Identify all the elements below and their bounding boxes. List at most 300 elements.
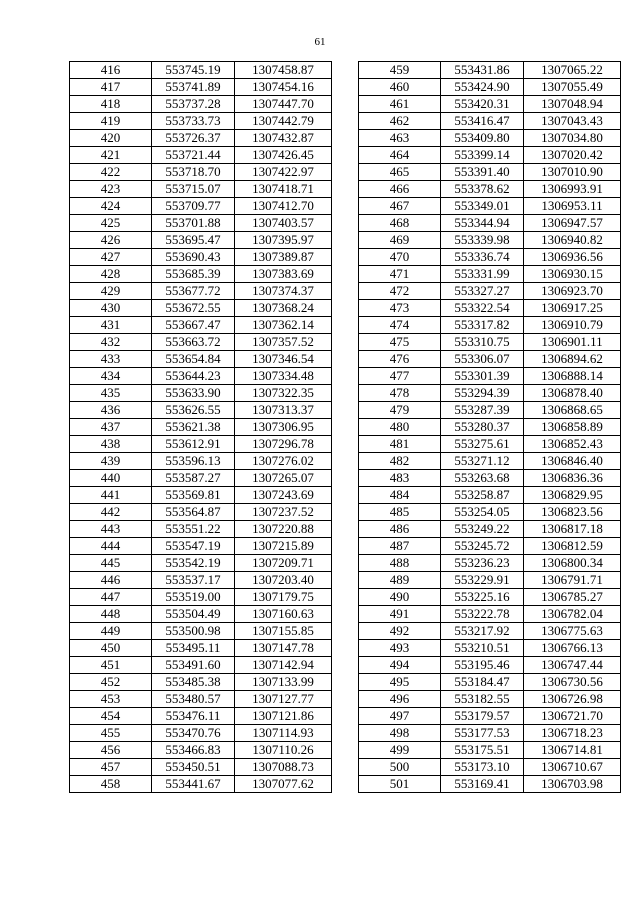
point-number-cell: 466 [359,181,441,198]
x-coordinate-cell: 553476.11 [152,708,235,725]
table-row [359,300,621,317]
point-number-cell: 491 [359,606,441,623]
point-number-cell: 435 [70,385,152,402]
table-row [359,113,621,130]
table-row [359,215,621,232]
x-coordinate-cell: 553399.14 [441,147,524,164]
table-row [70,776,332,793]
point-number-cell: 499 [359,742,441,759]
point-number-cell: 447 [70,589,152,606]
y-coordinate-cell: 1307374.37 [235,283,332,300]
y-coordinate-cell: 1307133.99 [235,674,332,691]
y-coordinate-cell: 1307020.42 [524,147,621,164]
x-coordinate-cell: 553391.40 [441,164,524,181]
x-coordinate-cell: 553249.22 [441,521,524,538]
table-row [359,164,621,181]
point-number-cell: 463 [359,130,441,147]
table-row [359,470,621,487]
table-row [359,674,621,691]
point-number-cell: 481 [359,436,441,453]
table-row [359,283,621,300]
point-number-cell: 472 [359,283,441,300]
x-coordinate-cell: 553331.99 [441,266,524,283]
x-coordinate-cell: 553287.39 [441,402,524,419]
point-number-cell: 433 [70,351,152,368]
x-coordinate-cell: 553195.46 [441,657,524,674]
table-row [359,623,621,640]
table-row [359,521,621,538]
table-row [70,79,332,96]
y-coordinate-cell: 1307088.73 [235,759,332,776]
table-row [359,385,621,402]
point-number-cell: 461 [359,96,441,113]
page-number: 61 [314,36,326,48]
y-coordinate-cell: 1306923.70 [524,283,621,300]
y-coordinate-cell: 1306836.36 [524,470,621,487]
y-coordinate-cell: 1306730.56 [524,674,621,691]
table-row [70,249,332,266]
point-number-cell: 425 [70,215,152,232]
point-number-cell: 471 [359,266,441,283]
point-number-cell: 474 [359,317,441,334]
x-coordinate-cell: 553450.51 [152,759,235,776]
point-number-cell: 497 [359,708,441,725]
x-coordinate-cell: 553263.68 [441,470,524,487]
x-coordinate-cell: 553236.23 [441,555,524,572]
table-row [70,504,332,521]
table-row [359,266,621,283]
table-row [359,62,621,79]
point-number-cell: 416 [70,62,152,79]
table-row [359,368,621,385]
point-number-cell: 495 [359,674,441,691]
table-row [70,96,332,113]
y-coordinate-cell: 1306800.34 [524,555,621,572]
table-row [70,555,332,572]
x-coordinate-cell: 553470.76 [152,725,235,742]
x-coordinate-cell: 553317.82 [441,317,524,334]
y-coordinate-cell: 1306710.67 [524,759,621,776]
table-row [70,300,332,317]
table-row [359,572,621,589]
table-row [359,96,621,113]
table-row [70,623,332,640]
point-number-cell: 467 [359,198,441,215]
point-number-cell: 417 [70,79,152,96]
x-coordinate-cell: 553416.47 [441,113,524,130]
y-coordinate-cell: 1306726.98 [524,691,621,708]
x-coordinate-cell: 553306.07 [441,351,524,368]
point-number-cell: 437 [70,419,152,436]
table-row [359,79,621,96]
x-coordinate-cell: 553715.07 [152,181,235,198]
point-number-cell: 464 [359,147,441,164]
x-coordinate-cell: 553504.49 [152,606,235,623]
point-number-cell: 484 [359,487,441,504]
table-row [70,589,332,606]
table-row [70,368,332,385]
x-coordinate-cell: 553441.67 [152,776,235,793]
x-coordinate-cell: 553182.55 [441,691,524,708]
y-coordinate-cell: 1307418.71 [235,181,332,198]
table-row [70,521,332,538]
x-coordinate-cell: 553210.51 [441,640,524,657]
point-number-cell: 473 [359,300,441,317]
y-coordinate-cell: 1307077.62 [235,776,332,793]
x-coordinate-cell: 553733.73 [152,113,235,130]
table-row [359,419,621,436]
y-coordinate-cell: 1307296.78 [235,436,332,453]
point-number-cell: 444 [70,538,152,555]
y-coordinate-cell: 1307147.78 [235,640,332,657]
y-coordinate-cell: 1306823.56 [524,504,621,521]
point-number-cell: 431 [70,317,152,334]
x-coordinate-cell: 553310.75 [441,334,524,351]
table-row [70,759,332,776]
point-number-cell: 421 [70,147,152,164]
y-coordinate-cell: 1307334.48 [235,368,332,385]
x-coordinate-cell: 553537.17 [152,572,235,589]
table-row [359,708,621,725]
y-coordinate-cell: 1307203.40 [235,572,332,589]
x-coordinate-cell: 553378.62 [441,181,524,198]
point-number-cell: 427 [70,249,152,266]
y-coordinate-cell: 1307322.35 [235,385,332,402]
y-coordinate-cell: 1306868.65 [524,402,621,419]
point-number-cell: 419 [70,113,152,130]
y-coordinate-cell: 1307346.54 [235,351,332,368]
y-coordinate-cell: 1306852.43 [524,436,621,453]
point-number-cell: 442 [70,504,152,521]
table-row [70,708,332,725]
y-coordinate-cell: 1306936.56 [524,249,621,266]
y-coordinate-cell: 1307142.94 [235,657,332,674]
y-coordinate-cell: 1306993.91 [524,181,621,198]
point-number-cell: 498 [359,725,441,742]
y-coordinate-cell: 1307243.69 [235,487,332,504]
y-coordinate-cell: 1306858.89 [524,419,621,436]
x-coordinate-cell: 553737.28 [152,96,235,113]
x-coordinate-cell: 553564.87 [152,504,235,521]
point-number-cell: 479 [359,402,441,419]
y-coordinate-cell: 1307422.97 [235,164,332,181]
y-coordinate-cell: 1306721.70 [524,708,621,725]
point-number-cell: 469 [359,232,441,249]
point-number-cell: 438 [70,436,152,453]
x-coordinate-cell: 553344.94 [441,215,524,232]
y-coordinate-cell: 1306910.79 [524,317,621,334]
y-coordinate-cell: 1306930.15 [524,266,621,283]
y-coordinate-cell: 1307048.94 [524,96,621,113]
y-coordinate-cell: 1307215.89 [235,538,332,555]
y-coordinate-cell: 1306917.25 [524,300,621,317]
table-row [359,504,621,521]
point-number-cell: 439 [70,453,152,470]
x-coordinate-cell: 553667.47 [152,317,235,334]
x-coordinate-cell: 553409.80 [441,130,524,147]
y-coordinate-cell: 1307447.70 [235,96,332,113]
table-row [359,606,621,623]
y-coordinate-cell: 1307395.97 [235,232,332,249]
point-number-cell: 429 [70,283,152,300]
point-number-cell: 450 [70,640,152,657]
table-row [70,487,332,504]
x-coordinate-cell: 553349.01 [441,198,524,215]
table-row [359,640,621,657]
table-row [70,640,332,657]
table-row [70,657,332,674]
table-row [70,317,332,334]
point-number-cell: 487 [359,538,441,555]
y-coordinate-cell: 1307389.87 [235,249,332,266]
table-row [70,742,332,759]
x-coordinate-cell: 553177.53 [441,725,524,742]
y-coordinate-cell: 1307276.02 [235,453,332,470]
table-row [359,487,621,504]
point-number-cell: 482 [359,453,441,470]
point-number-cell: 434 [70,368,152,385]
point-number-cell: 468 [359,215,441,232]
point-number-cell: 455 [70,725,152,742]
point-number-cell: 454 [70,708,152,725]
point-number-cell: 451 [70,657,152,674]
y-coordinate-cell: 1307065.22 [524,62,621,79]
x-coordinate-cell: 553336.74 [441,249,524,266]
table-row [70,538,332,555]
y-coordinate-cell: 1307034.80 [524,130,621,147]
x-coordinate-cell: 553690.43 [152,249,235,266]
table-row [70,113,332,130]
y-coordinate-cell: 1307265.07 [235,470,332,487]
x-coordinate-cell: 553466.83 [152,742,235,759]
x-coordinate-cell: 553179.57 [441,708,524,725]
table-row [70,62,332,79]
point-number-cell: 420 [70,130,152,147]
point-number-cell: 430 [70,300,152,317]
x-coordinate-cell: 553663.72 [152,334,235,351]
y-coordinate-cell: 1307055.49 [524,79,621,96]
table-row [70,402,332,419]
table-row [70,130,332,147]
y-coordinate-cell: 1307362.14 [235,317,332,334]
x-coordinate-cell: 553542.19 [152,555,235,572]
x-coordinate-cell: 553254.05 [441,504,524,521]
table-row [70,283,332,300]
x-coordinate-cell: 553495.11 [152,640,235,657]
point-number-cell: 440 [70,470,152,487]
table-row [70,385,332,402]
table-row [359,589,621,606]
x-coordinate-cell: 553644.23 [152,368,235,385]
point-number-cell: 465 [359,164,441,181]
point-number-cell: 448 [70,606,152,623]
point-number-cell: 480 [359,419,441,436]
table-row [359,351,621,368]
y-coordinate-cell: 1307313.37 [235,402,332,419]
x-coordinate-cell: 553420.31 [441,96,524,113]
y-coordinate-cell: 1306812.59 [524,538,621,555]
point-number-cell: 477 [359,368,441,385]
x-coordinate-cell: 553612.91 [152,436,235,453]
x-coordinate-cell: 553431.86 [441,62,524,79]
table-row [359,657,621,674]
y-coordinate-cell: 1307127.77 [235,691,332,708]
x-coordinate-cell: 553500.98 [152,623,235,640]
table-row [359,453,621,470]
table-row [70,572,332,589]
x-coordinate-cell: 553621.38 [152,419,235,436]
table-row [70,606,332,623]
point-number-cell: 418 [70,96,152,113]
table-row [70,453,332,470]
x-coordinate-cell: 553519.00 [152,589,235,606]
y-coordinate-cell: 1307043.43 [524,113,621,130]
point-number-cell: 492 [359,623,441,640]
x-coordinate-cell: 553258.87 [441,487,524,504]
point-number-cell: 494 [359,657,441,674]
table-row [70,419,332,436]
table-row [359,317,621,334]
table-row [359,147,621,164]
y-coordinate-cell: 1307220.88 [235,521,332,538]
x-coordinate-cell: 553225.16 [441,589,524,606]
y-coordinate-cell: 1307454.16 [235,79,332,96]
point-number-cell: 489 [359,572,441,589]
y-coordinate-cell: 1307426.45 [235,147,332,164]
y-coordinate-cell: 1306894.62 [524,351,621,368]
table-row [70,674,332,691]
x-coordinate-cell: 553184.47 [441,674,524,691]
table-row [70,725,332,742]
x-coordinate-cell: 553654.84 [152,351,235,368]
point-number-cell: 475 [359,334,441,351]
y-coordinate-cell: 1306940.82 [524,232,621,249]
point-number-cell: 470 [359,249,441,266]
y-coordinate-cell: 1306901.11 [524,334,621,351]
x-coordinate-cell: 553322.54 [441,300,524,317]
y-coordinate-cell: 1307357.52 [235,334,332,351]
coordinates-table-left [69,61,332,793]
y-coordinate-cell: 1306775.63 [524,623,621,640]
x-coordinate-cell: 553726.37 [152,130,235,147]
x-coordinate-cell: 553271.12 [441,453,524,470]
point-number-cell: 456 [70,742,152,759]
table-row [70,215,332,232]
point-number-cell: 449 [70,623,152,640]
point-number-cell: 486 [359,521,441,538]
point-number-cell: 452 [70,674,152,691]
point-number-cell: 483 [359,470,441,487]
table-row [70,198,332,215]
y-coordinate-cell: 1307442.79 [235,113,332,130]
y-coordinate-cell: 1306947.57 [524,215,621,232]
table-row [359,402,621,419]
y-coordinate-cell: 1307458.87 [235,62,332,79]
table-row [359,334,621,351]
y-coordinate-cell: 1306766.13 [524,640,621,657]
table-row [359,436,621,453]
y-coordinate-cell: 1307368.24 [235,300,332,317]
y-coordinate-cell: 1306829.95 [524,487,621,504]
point-number-cell: 453 [70,691,152,708]
x-coordinate-cell: 553551.22 [152,521,235,538]
table-row [359,181,621,198]
x-coordinate-cell: 553229.91 [441,572,524,589]
point-number-cell: 496 [359,691,441,708]
y-coordinate-cell: 1306782.04 [524,606,621,623]
y-coordinate-cell: 1307209.71 [235,555,332,572]
x-coordinate-cell: 553491.60 [152,657,235,674]
table-row [70,334,332,351]
y-coordinate-cell: 1307403.57 [235,215,332,232]
table-row [359,759,621,776]
x-coordinate-cell: 553695.47 [152,232,235,249]
x-coordinate-cell: 553424.90 [441,79,524,96]
point-number-cell: 457 [70,759,152,776]
y-coordinate-cell: 1307412.70 [235,198,332,215]
y-coordinate-cell: 1306714.81 [524,742,621,759]
x-coordinate-cell: 553721.44 [152,147,235,164]
x-coordinate-cell: 553173.10 [441,759,524,776]
table-row [359,742,621,759]
x-coordinate-cell: 553217.92 [441,623,524,640]
y-coordinate-cell: 1307155.85 [235,623,332,640]
y-coordinate-cell: 1307237.52 [235,504,332,521]
y-coordinate-cell: 1307114.93 [235,725,332,742]
point-number-cell: 446 [70,572,152,589]
x-coordinate-cell: 553677.72 [152,283,235,300]
point-number-cell: 423 [70,181,152,198]
point-number-cell: 478 [359,385,441,402]
point-number-cell: 462 [359,113,441,130]
y-coordinate-cell: 1307110.26 [235,742,332,759]
point-number-cell: 458 [70,776,152,793]
table-row [359,555,621,572]
point-number-cell: 443 [70,521,152,538]
table-row [70,164,332,181]
x-coordinate-cell: 553741.89 [152,79,235,96]
x-coordinate-cell: 553745.19 [152,62,235,79]
table-row [70,147,332,164]
x-coordinate-cell: 553709.77 [152,198,235,215]
table-row [70,691,332,708]
point-number-cell: 488 [359,555,441,572]
point-number-cell: 500 [359,759,441,776]
table-row [359,776,621,793]
x-coordinate-cell: 553701.88 [152,215,235,232]
y-coordinate-cell: 1306878.40 [524,385,621,402]
x-coordinate-cell: 553626.55 [152,402,235,419]
point-number-cell: 485 [359,504,441,521]
x-coordinate-cell: 553275.61 [441,436,524,453]
y-coordinate-cell: 1307179.75 [235,589,332,606]
y-coordinate-cell: 1306888.14 [524,368,621,385]
x-coordinate-cell: 553480.57 [152,691,235,708]
table-row [70,436,332,453]
point-number-cell: 424 [70,198,152,215]
x-coordinate-cell: 553294.39 [441,385,524,402]
x-coordinate-cell: 553547.19 [152,538,235,555]
x-coordinate-cell: 553633.90 [152,385,235,402]
x-coordinate-cell: 553718.70 [152,164,235,181]
y-coordinate-cell: 1306718.23 [524,725,621,742]
x-coordinate-cell: 553596.13 [152,453,235,470]
y-coordinate-cell: 1306785.27 [524,589,621,606]
x-coordinate-cell: 553327.27 [441,283,524,300]
y-coordinate-cell: 1307010.90 [524,164,621,181]
point-number-cell: 426 [70,232,152,249]
y-coordinate-cell: 1307121.86 [235,708,332,725]
